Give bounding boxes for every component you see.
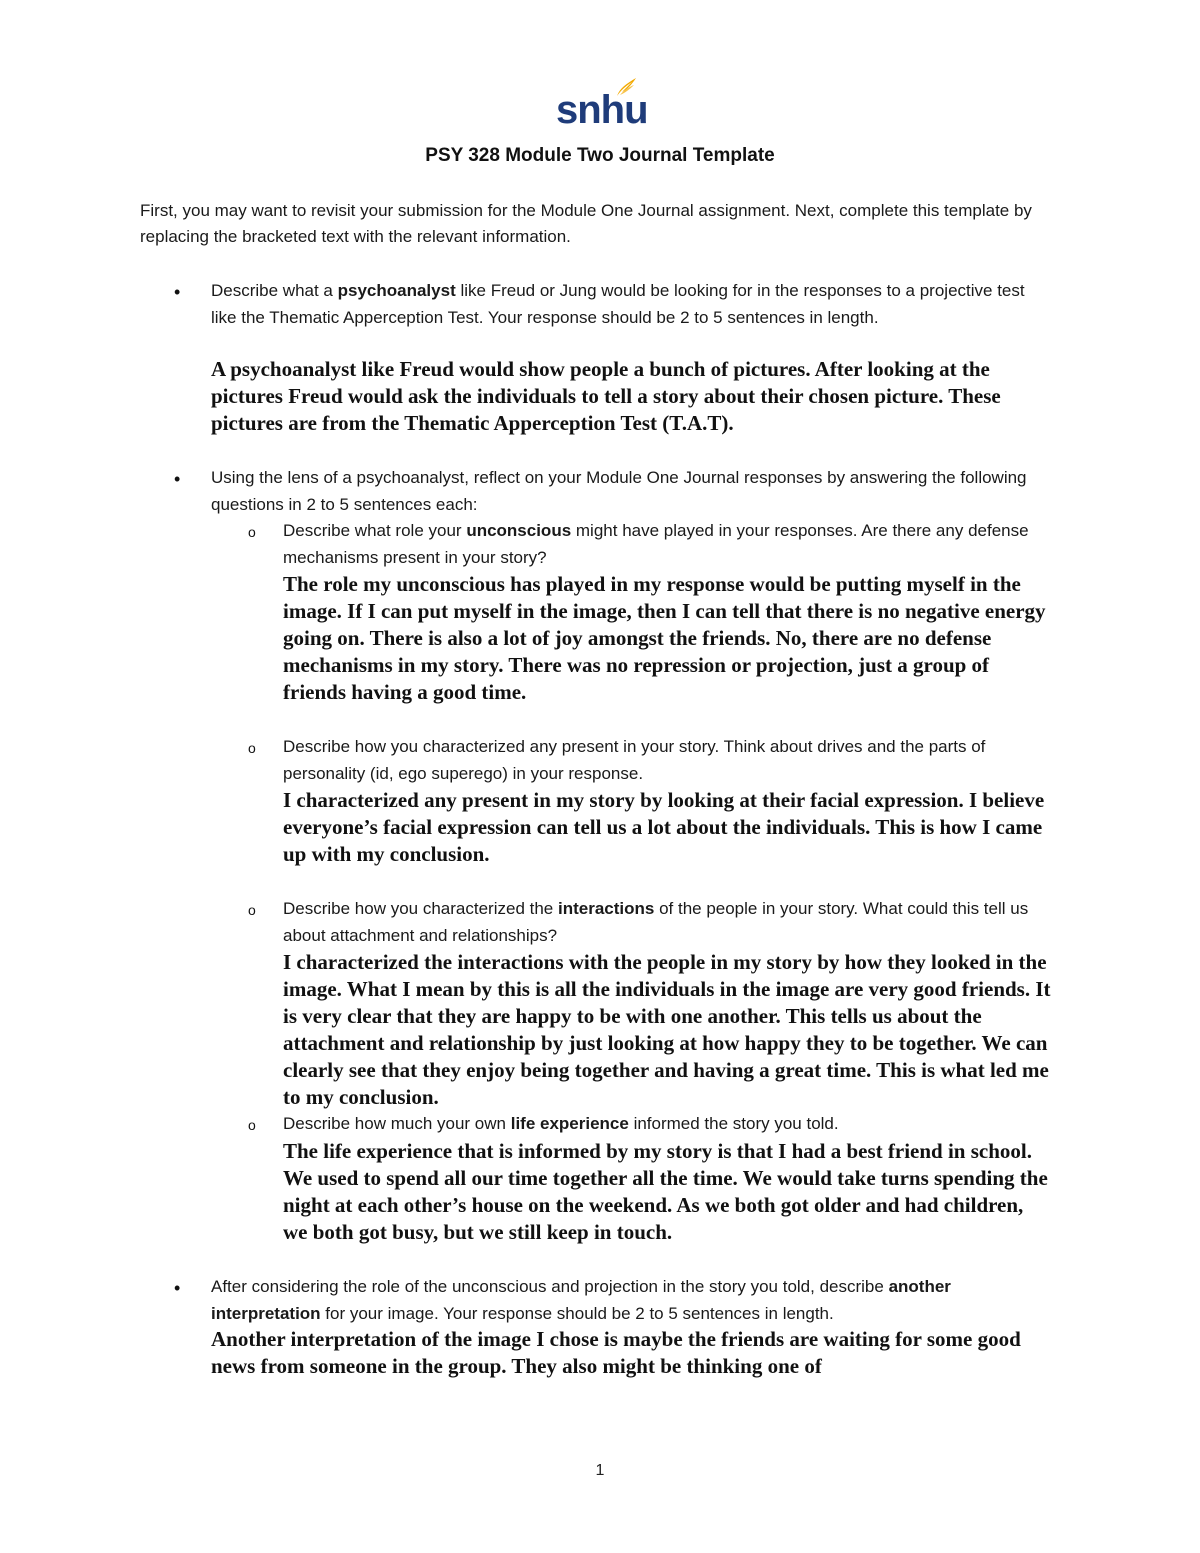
sub4-answer: The life experience that is informed by my story is that I had a best friend in school. We used to spend all our time together all the time. We would take turns spending the night at each other’s house on the weekend. As we both got older and had children, we both got busy, but we still keep in touch. [283,1139,1048,1244]
bullet-marker: • [174,282,181,302]
sub4-prompt: Describe how much your own life experience informed the story you told. [283,1114,839,1133]
section2-prompt: Using the lens of a psychoanalyst, reflect on your Module One Journal responses by answering the following questions in 2 to 5 sentences each: [211,468,1027,514]
intro-paragraph: First, you may want to revisit your submission for the Module One Journal assignment. Next, complete this template by replacing the bracketed text with the relevant information. [140,201,1032,246]
sub1-prompt: Describe what role your unconscious might have played in your responses. Are there any defense mechanisms present in your story? [283,521,1029,567]
sub-bullet-marker: o [248,1117,256,1133]
sub-bullet-marker: o [248,740,256,756]
section3-answer: Another interpretation of the image I chose is maybe the friends are waiting for some good news from someone in the group. They also might be thinking one of [211,1327,1021,1378]
sub3-answer: I characterized the interactions with the people in my story by how they looked in the image. What I mean by this is all the individuals in the image are very good friends. It is very clear that they are happy to be with one another. This tells us about the attachment and relationship by just looking at how happy they to be together. We can clearly see that they enjoy being together and having a great time. This is what led me to my conclusion. [283,950,1051,1109]
section1-prompt: Describe what a psychoanalyst like Freud or Jung would be looking for in the responses to a projective test like the Thematic Apperception Test. Your response should be 2 to 5 sentences in length. [211,281,1025,327]
section1-answer: A psychoanalyst like Freud would show people a bunch of pictures. After looking at the pictures Freud would ask the individuals to tell a story about their chosen picture. These pictures are from the Thematic Apperception Test (T.A.T). [211,357,1001,435]
sub3-prompt: Describe how you characterized the interactions of the people in your story. What could this tell us about attachment and relationships? [283,899,1029,945]
sub2-prompt: Describe how you characterized any present in your story. Think about drives and the parts of personality (id, ego superego) in your response. [283,737,986,783]
sub-bullet-marker: o [248,902,256,918]
bullet-marker: • [174,1278,181,1298]
bullet-marker: • [174,469,181,489]
sub-bullet-marker: o [248,524,256,540]
logo-wordmark: snhu [556,88,648,132]
section3-prompt: After considering the role of the unconscious and projection in the story you told, describe another interpretation for your image. Your response should be 2 to 5 sentences in length. [211,1277,951,1323]
snhu-logo [556,76,648,134]
sub2-answer: I characterized any present in my story by looking at their facial expression. I believe everyone’s facial expression can tell us a lot about the individuals. This is how I came up with my conclusion. [283,788,1045,866]
page-number: 1 [595,1462,605,1479]
sub1-answer: The role my unconscious has played in my response would be putting myself in the image. If I can put myself in the image, then I can tell that there is no negative energy going on. There is also a lot of joy amongst the friends. No, there are no defense mechanisms in my story. There was no repression or projection, just a group of friends having a good time. [283,572,1046,704]
page-title: PSY 328 Module Two Journal Template [425,145,775,166]
